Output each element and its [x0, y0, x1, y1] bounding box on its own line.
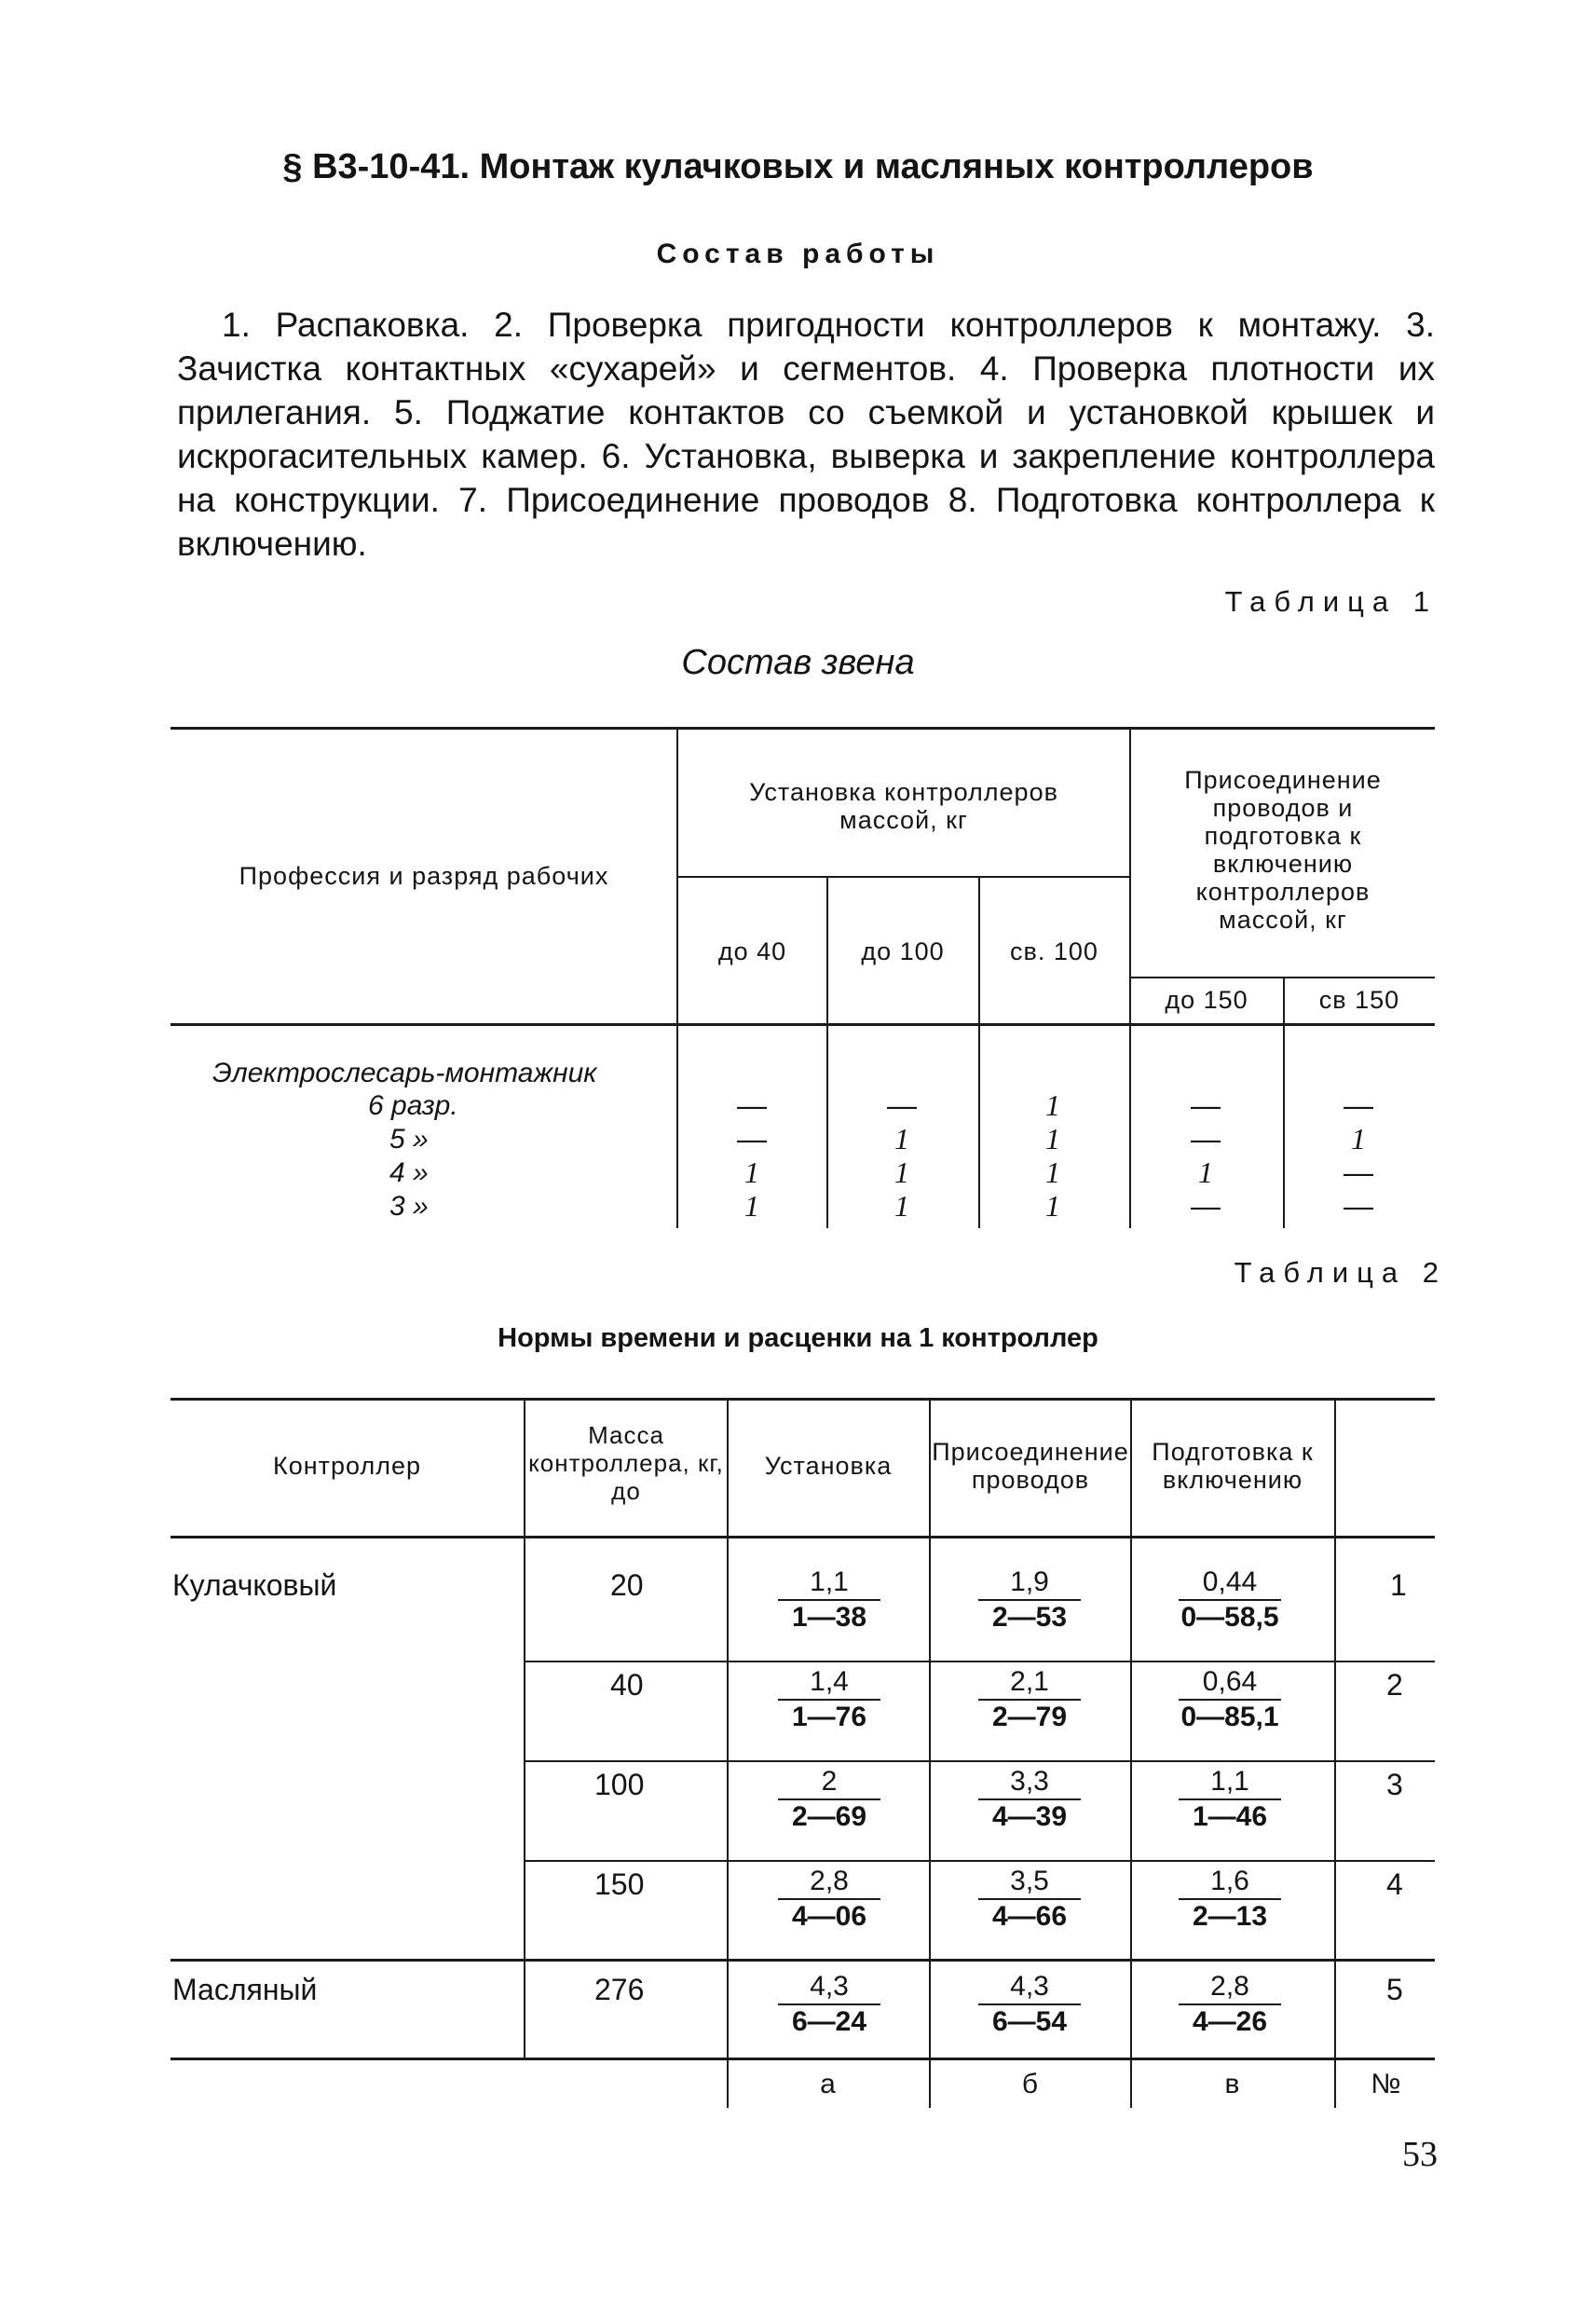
table2-fraction: $\frac{1,6}{2—13}$	[1160, 1865, 1300, 1934]
table1-caption: Состав звена	[681, 643, 915, 682]
table1-cell: —	[887, 1088, 917, 1122]
table1-cell: 1	[1045, 1189, 1060, 1223]
table2-fraction: $\frac{3,5}{4—66}$	[960, 1865, 1099, 1934]
table2-fraction: $\frac{1,4}{1—76}$	[759, 1665, 899, 1734]
table1-col-upto100: до 100	[861, 937, 945, 965]
table2-fraction: $\frac{1,9}{2—53}$	[960, 1566, 1099, 1634]
table1-header-profession: Профессия и разряд рабочих	[239, 862, 609, 890]
table2-row-number: 2	[1386, 1668, 1403, 1702]
table2-fraction: $\frac{4,3}{6—24}$	[759, 1970, 899, 2039]
table2-row-number: 3	[1386, 1768, 1403, 1801]
table1-col-over150: св 150	[1318, 986, 1400, 1014]
table2-fraction: $\frac{1,1}{1—38}$	[759, 1566, 899, 1634]
table1-cell: 1	[744, 1156, 759, 1189]
table1-cell: —	[737, 1088, 767, 1122]
table1-cell: 1	[894, 1122, 909, 1156]
table1-profession: Электрослесарь-монтажник	[212, 1058, 597, 1088]
table2-row-number: 5	[1386, 1973, 1403, 2006]
table2-controller-oil: Масляный	[172, 1973, 318, 2006]
table2-footer-no: №	[1371, 2069, 1402, 2099]
table1-col-upto40: до 40	[717, 937, 787, 965]
table2-mass: 20	[610, 1568, 644, 1602]
table1-cell: 1	[1045, 1156, 1060, 1189]
table1-cell: 1	[744, 1189, 759, 1223]
table1-cell: 1	[1198, 1156, 1213, 1189]
table2-footer-b: б	[1021, 2069, 1040, 2099]
table2-fraction: $\frac{2,1}{2—79}$	[960, 1665, 1099, 1734]
table2-fraction: $\frac{0,44}{0—58,5}$	[1160, 1566, 1300, 1634]
table2-caption: Нормы времени и расценки на 1 контроллер	[498, 1323, 1098, 1353]
table1-col-over100: св. 100	[1010, 937, 1098, 965]
table1-header-connect: Присоединение проводов и подготовка к включению контроллеров массой, кг	[1184, 766, 1382, 934]
table2-fraction: $\frac{2,8}{4—26}$	[1160, 1970, 1300, 2039]
work-description: 1. Распаковка. 2. Проверка пригодности контроллеров к монтажу. 3. Зачистка контактных «сухарей» и сегментов. 4. Проверка плотности их прилегания. 5. Поджатие контактов со съемкой и установкой крышек и искрогасительных камер. 6. Установка, выверка и закрепление контроллера на конструкции. 7. Присоединение проводов 8. Подготовка контроллера к включению.	[177, 306, 1435, 563]
table1-grade-3: 3 »	[389, 1191, 429, 1222]
section-title: § В3-10-41. Монтаж кулачковых и масляных контроллеров	[282, 147, 1314, 186]
table1-cell: —	[1191, 1189, 1221, 1223]
section-subtitle: Состав работы	[656, 239, 940, 269]
table1-cell: —	[1344, 1088, 1373, 1122]
table1-grade-6: 6 разр.	[368, 1090, 458, 1121]
table2-fraction: $\frac{3,3}{4—39}$	[960, 1765, 1099, 1834]
table1-grade-5: 5 »	[389, 1124, 429, 1155]
table2-mass: 150	[594, 1867, 645, 1901]
table2-mass: 276	[594, 1973, 645, 2006]
table1-cell: —	[1191, 1122, 1221, 1156]
table1-cell: —	[1344, 1189, 1373, 1223]
table2-header-controller: Контроллер	[272, 1452, 421, 1480]
table1-cell: 1	[894, 1189, 909, 1223]
table2-header-connect: Присоединение проводов	[932, 1438, 1129, 1494]
table1-label: Таблица 1	[1224, 585, 1438, 618]
table1-cell: —	[1344, 1156, 1373, 1189]
table2-mass: 100	[594, 1768, 645, 1801]
table2-fraction: $\frac{1,1}{1—46}$	[1160, 1765, 1300, 1834]
table2-header-install: Установка	[764, 1452, 893, 1480]
table1-cell: 1	[894, 1156, 909, 1189]
table2-footer-a: а	[820, 2069, 837, 2099]
table1-cell: —	[737, 1122, 767, 1156]
table2-header-prepare: Подготовка к включению	[1152, 1438, 1314, 1494]
table1-cell: 1	[1045, 1088, 1060, 1122]
table2-footer-v: в	[1224, 2069, 1241, 2099]
table2-fraction: $\frac{2,8}{4—06}$	[759, 1865, 899, 1934]
table2-mass: 40	[610, 1668, 644, 1702]
table1-col-upto150: до 150	[1165, 986, 1248, 1014]
page-number: 53	[1402, 2135, 1438, 2174]
table1-cell: 1	[1351, 1122, 1366, 1156]
table2-fraction: $\frac{0,64}{0—85,1}$	[1160, 1665, 1300, 1734]
table2-controller-cam: Кулачковый	[172, 1568, 337, 1602]
table2-row-number: 1	[1390, 1568, 1407, 1602]
table1-cell: 1	[1045, 1122, 1060, 1156]
table1-cell: —	[1191, 1088, 1221, 1122]
table2-label: Таблица 2	[1234, 1256, 1447, 1289]
table2-fraction: $\frac{2}{2—69}$	[759, 1765, 899, 1834]
table2-header-mass: Масса контроллера, кг, до	[528, 1421, 724, 1505]
table2-row-number: 4	[1386, 1867, 1403, 1901]
table1-header-install: Установка контроллеров массой, кг	[749, 778, 1058, 834]
table2-fraction: $\frac{4,3}{6—54}$	[960, 1970, 1099, 2039]
table1-grade-4: 4 »	[389, 1157, 429, 1188]
